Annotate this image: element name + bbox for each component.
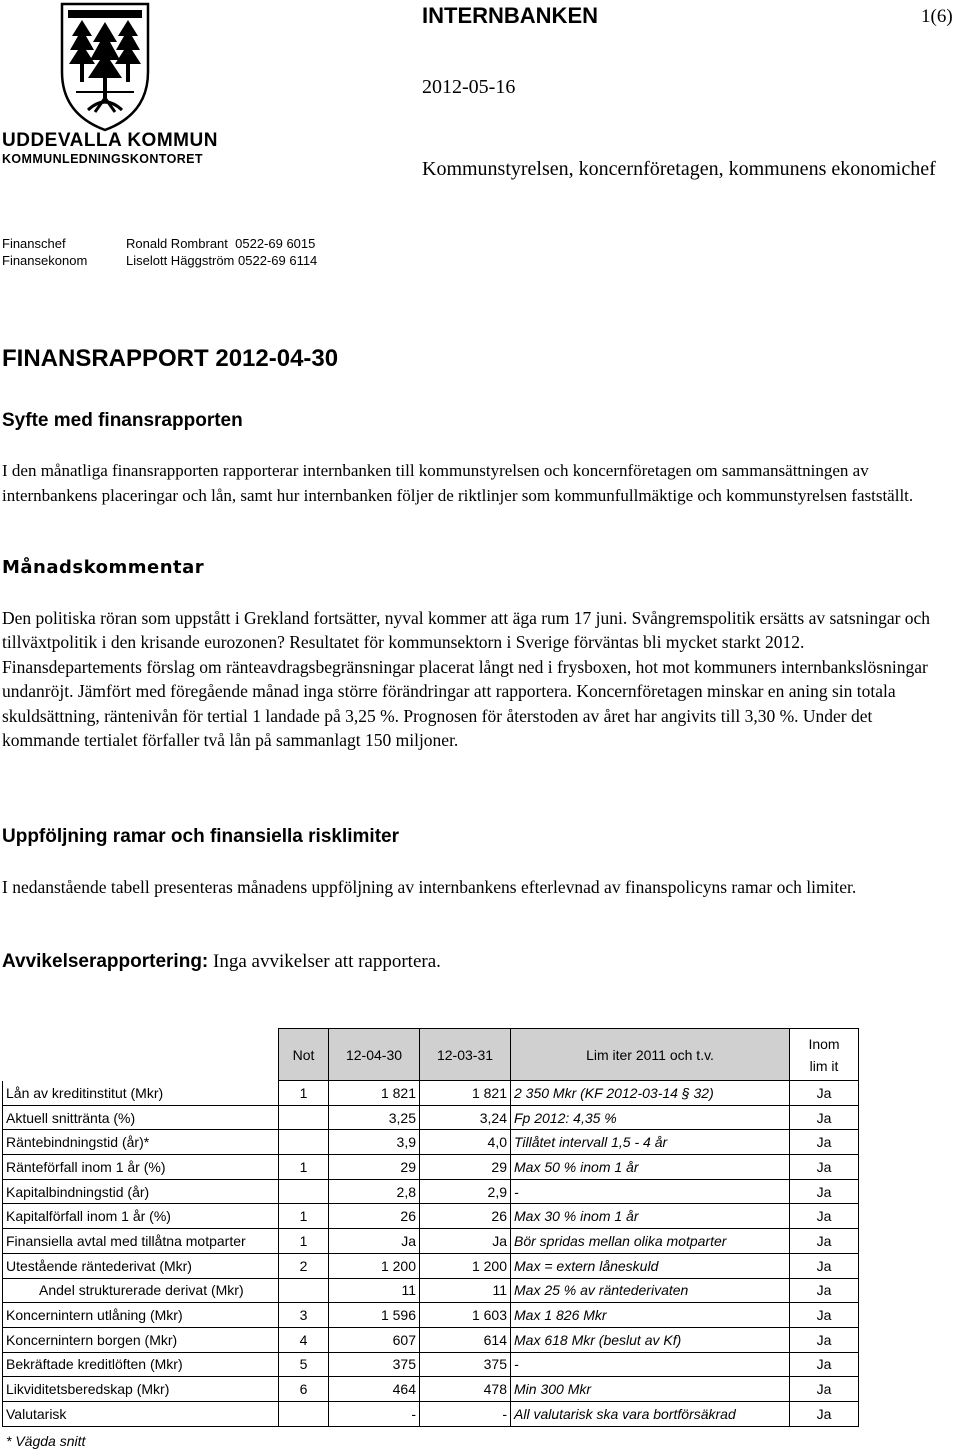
monthly-comment-paragraph: Den politiska röran som uppstått i Grekland fortsätter, nyval kommer att äga rum 17 juni. Svångremspolitik ersätts av satsningar och tillväxtpolitik i den krisande eurozonen? Resultatet för kommunsektorn i Sverige förväntas bli mycket starkt 2012. Finansdepartements förslag om ränteavdragsbegränsningar placerat långt ned i frysboxen, hot mot kommuners internbankslösningar undanröjt. Jämfört med föregående månad inga större förändringar att rapportera. Koncernföretagen minskar en aning sin totala skuldsättning, räntenivån för tertial 1 landade på 3,25 %. Prognosen för återstoden av året har angivits till 3,30 %. Under det kommande tertialet förfaller två lån på sammanlagt 150 miljoner.: [2, 608, 931, 751]
table-row: [3, 1401, 859, 1426]
row-within-limit: Ja: [790, 1352, 859, 1377]
table-row: [3, 1155, 859, 1180]
header-date-current: 12-04-30: [329, 1029, 420, 1081]
header-empty: [3, 1029, 279, 1081]
document-date: 2012-05-16: [422, 76, 516, 98]
deviation-report: [2, 951, 441, 973]
row-within-limit: Ja: [790, 1229, 859, 1254]
row-limit: 2 350 Mkr (KF 2012-03-14 § 32): [511, 1081, 790, 1106]
contact-phone: 0522-69 6114: [238, 253, 318, 268]
header-within-limit-line1: Inom: [808, 1035, 840, 1052]
row-limit: Max 30 % inom 1 år: [511, 1204, 790, 1229]
row-note: [279, 1130, 329, 1155]
row-note: 6: [279, 1377, 329, 1402]
row-note: [279, 1179, 329, 1204]
row-value-current: 11: [329, 1278, 420, 1303]
row-label: Likviditetsberedskap (Mkr): [3, 1377, 279, 1402]
contact-role: Finansekonom: [2, 253, 88, 268]
table-row: [3, 1179, 859, 1204]
row-within-limit: Ja: [790, 1303, 859, 1328]
row-value-previous: 614: [420, 1327, 511, 1352]
row-value-current: 1 596: [329, 1303, 420, 1328]
row-within-limit: Ja: [790, 1278, 859, 1303]
row-within-limit: Ja: [790, 1401, 859, 1426]
row-value-current: 2,8: [329, 1179, 420, 1204]
row-limit: Bör spridas mellan olika motparter: [511, 1229, 790, 1254]
logo-wordmark: UDDEVALLA KOMMUN: [2, 130, 218, 151]
header-date-previous: 12-03-31: [420, 1029, 511, 1081]
row-note: 1: [279, 1229, 329, 1254]
row-note: 1: [279, 1204, 329, 1229]
row-note: [279, 1278, 329, 1303]
contact-name: Liselott Häggström: [126, 253, 235, 268]
contact-name: Ronald Rombrant: [126, 236, 228, 251]
row-label: Bekräftade kreditlöften (Mkr): [3, 1352, 279, 1377]
followup-paragraph: I nedanstående tabell presenteras månadens uppföljning av internbankens efterlevnad av finanspolicyns ramar och limiter.: [2, 877, 857, 897]
table-footnote: * Vägda snitt: [6, 1433, 86, 1449]
row-note: 2: [279, 1253, 329, 1278]
row-value-current: 29: [329, 1155, 420, 1180]
row-label: Ränteförfall inom 1 år (%): [3, 1155, 279, 1180]
row-note: [279, 1105, 329, 1130]
purpose-heading: Syfte med finansrapporten: [2, 410, 243, 431]
row-limit: Max = extern låneskuld: [511, 1253, 790, 1278]
logo-department: KOMMUNLEDNINGSKONTORET: [2, 152, 203, 166]
table-row: [3, 1327, 859, 1352]
report-title: FINANSRAPPORT 2012-04-30: [2, 345, 339, 372]
row-note: 3: [279, 1303, 329, 1328]
row-value-current: 464: [329, 1377, 420, 1402]
row-limit: Min 300 Mkr: [511, 1377, 790, 1402]
row-within-limit: Ja: [790, 1327, 859, 1352]
contact-list: [2, 235, 329, 269]
row-label: Finansiella avtal med tillåtna motparter: [3, 1229, 279, 1254]
row-value-previous: 1 821: [420, 1081, 511, 1106]
row-limit: Max 50 % inom 1 år: [511, 1155, 790, 1180]
row-value-previous: 1 603: [420, 1303, 511, 1328]
row-within-limit: Ja: [790, 1204, 859, 1229]
row-value-previous: 29: [420, 1155, 511, 1180]
row-value-previous: Ja: [420, 1229, 511, 1254]
row-note: 4: [279, 1327, 329, 1352]
table-row: [3, 1377, 859, 1402]
page-number: 1(6): [921, 6, 953, 27]
row-value-previous: 375: [420, 1352, 511, 1377]
row-label: Koncernintern utlåning (Mkr): [3, 1303, 279, 1328]
row-value-previous: 1 200: [420, 1253, 511, 1278]
recipients: Kommunstyrelsen, koncernföretagen, kommunens ekonomichef: [422, 158, 936, 180]
row-label: Koncernintern borgen (Mkr): [3, 1327, 279, 1352]
deviation-label: Avvikelserapportering:: [2, 951, 209, 972]
row-value-previous: 478: [420, 1377, 511, 1402]
row-within-limit: Ja: [790, 1130, 859, 1155]
contact-name-phone: [126, 235, 329, 252]
row-label: Andel strukturerade derivat (Mkr): [3, 1278, 279, 1303]
row-limit: Tillåtet intervall 1,5 - 4 år: [511, 1130, 790, 1155]
row-within-limit: Ja: [790, 1377, 859, 1402]
table-row: [3, 1229, 859, 1254]
row-value-current: 375: [329, 1352, 420, 1377]
table-row: [3, 1130, 859, 1155]
row-note: 1: [279, 1081, 329, 1106]
header-not: Not: [279, 1029, 329, 1081]
header-limits: Lim iter 2011 och t.v.: [511, 1029, 790, 1081]
table-row: [3, 1352, 859, 1377]
row-label: Aktuell snittränta (%): [3, 1105, 279, 1130]
row-label: Kapitalbindningstid (år): [3, 1179, 279, 1204]
row-value-current: Ja: [329, 1229, 420, 1254]
row-note: [279, 1401, 329, 1426]
row-value-previous: 4,0: [420, 1130, 511, 1155]
row-label: Räntebindningstid (år)*: [3, 1130, 279, 1155]
row-value-current: -: [329, 1401, 420, 1426]
contact-phone: 0522-69 6015: [235, 236, 316, 251]
row-within-limit: Ja: [790, 1105, 859, 1130]
row-note: 1: [279, 1155, 329, 1180]
row-value-previous: 3,24: [420, 1105, 511, 1130]
table-row: [3, 1278, 859, 1303]
table-row: [3, 1204, 859, 1229]
row-note: 5: [279, 1352, 329, 1377]
row-label: Utestående räntederivat (Mkr): [3, 1253, 279, 1278]
table-row: [3, 1105, 859, 1130]
contact-row: [2, 235, 329, 252]
row-within-limit: Ja: [790, 1081, 859, 1106]
row-value-previous: -: [420, 1401, 511, 1426]
deviation-text: Inga avvikelser att rapportera.: [213, 951, 441, 972]
purpose-paragraph: I den månatliga finansrapporten rapporterar internbanken till kommunstyrelsen och koncernföretagen om sammansättningen av internbankens placeringar och lån, samt hur internbanken följer de riktlinjer som kommunfullmäktige och kommunstyrelsen fastställt.: [2, 461, 914, 505]
followup-heading: Uppföljning ramar och finansiella risklimiter: [2, 826, 399, 847]
contact-row: [2, 252, 329, 269]
row-value-current: 607: [329, 1327, 420, 1352]
row-value-current: 1 821: [329, 1081, 420, 1106]
row-value-current: 3,9: [329, 1130, 420, 1155]
row-value-previous: 26: [420, 1204, 511, 1229]
risk-limits-table: [2, 1028, 859, 1427]
table-row: [3, 1081, 859, 1106]
row-limit: Max 618 Mkr (beslut av Kf): [511, 1327, 790, 1352]
row-limit: Fp 2012: 4,35 %: [511, 1105, 790, 1130]
table-row: [3, 1253, 859, 1278]
contact-role: Finanschef: [2, 236, 66, 251]
row-limit: Max 1 826 Mkr: [511, 1303, 790, 1328]
header-within-limit-line2: lim it: [809, 1057, 839, 1074]
row-label: Lån av kreditinstitut (Mkr): [3, 1081, 279, 1106]
row-value-current: 1 200: [329, 1253, 420, 1278]
row-limit: -: [511, 1352, 790, 1377]
table-header-row: [3, 1029, 859, 1081]
row-limit: -: [511, 1179, 790, 1204]
row-value-previous: 2,9: [420, 1179, 511, 1204]
row-value-current: 26: [329, 1204, 420, 1229]
row-label: Kapitalförfall inom 1 år (%): [3, 1204, 279, 1229]
monthly-comment-heading: Månadskommentar: [2, 557, 205, 578]
row-within-limit: Ja: [790, 1179, 859, 1204]
row-value-current: 3,25: [329, 1105, 420, 1130]
row-value-previous: 11: [420, 1278, 511, 1303]
document-title: INTERNBANKEN: [422, 3, 598, 28]
header-within-limit: [790, 1029, 859, 1081]
row-label: Valutarisk: [3, 1401, 279, 1426]
contact-name-phone: [126, 252, 329, 269]
row-within-limit: Ja: [790, 1155, 859, 1180]
row-within-limit: Ja: [790, 1253, 859, 1278]
table-row: [3, 1303, 859, 1328]
table-body: [3, 1081, 859, 1427]
row-limit: Max 25 % av räntederivaten: [511, 1278, 790, 1303]
row-limit: All valutarisk ska vara bortförsäkrad: [511, 1401, 790, 1426]
